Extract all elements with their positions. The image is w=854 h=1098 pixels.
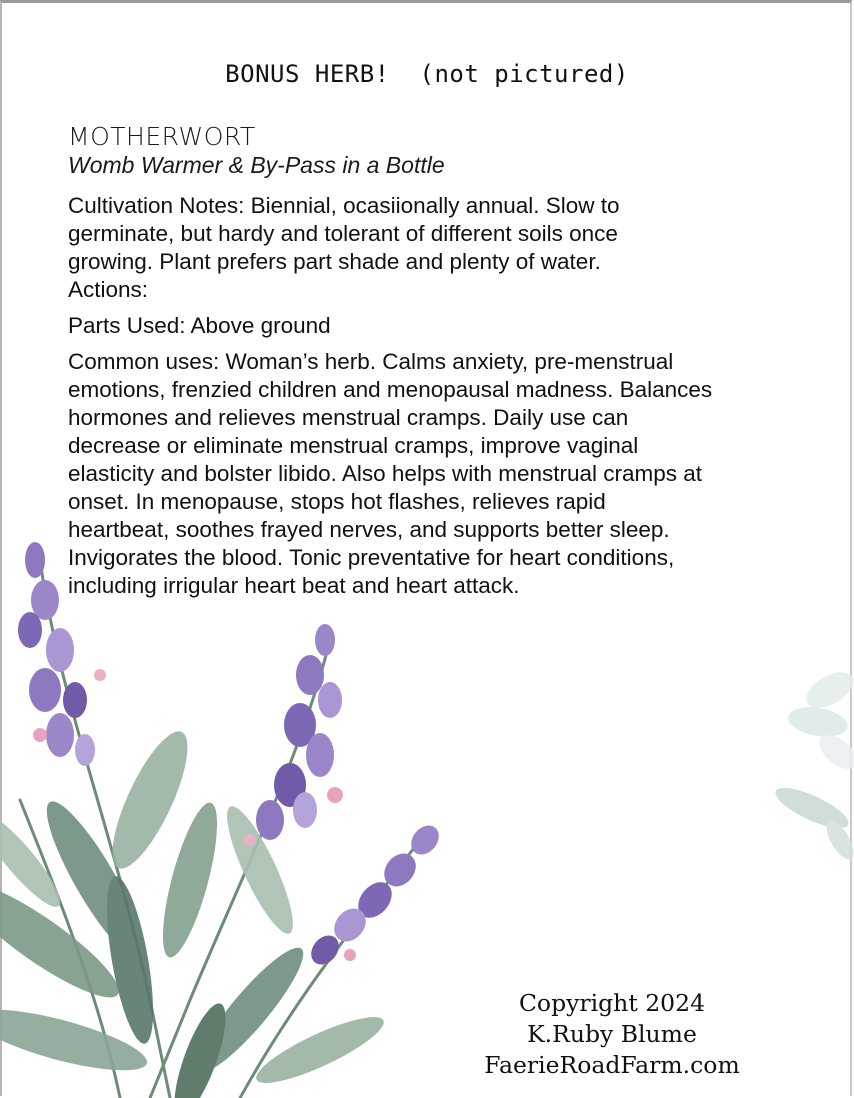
copyright-website: FaerieRoadFarm.com <box>484 1051 740 1079</box>
herb-subtitle: Womb Warmer & By-Pass in a Bottle <box>68 152 445 178</box>
white-flower-right <box>771 665 854 864</box>
parts-used: Parts Used: Above ground <box>68 313 331 338</box>
leaves <box>0 723 390 1098</box>
copyright-block <box>440 988 784 1081</box>
copyright-year: Copyright 2024 <box>518 989 706 1017</box>
common-uses: Common uses: Woman’s herb. Calms anxiety, pre-menstrual emotions, frenzied children and menopausal madness. Balances hormones and relieves menstrual cramps. Daily use can decrease or eliminate menstrual cramps, improve vaginal elasticity and bolster libido. Also helps with menstrual cramps at onset. In menopause, stops hot flashes, relieves rapid heartbeat, soothes frayed nerves, and supports better sleep. Invigorates the blood. Tonic preventative for heart conditions, including irrigular heart beat and heart attack. <box>68 349 713 598</box>
lavender-spike-right <box>306 820 445 970</box>
copyright-author: K.Ruby Blume <box>527 1020 697 1048</box>
herb-name: MOTHERWORT <box>68 122 256 151</box>
cultivation-notes: Cultivation Notes: Biennial, ocasiionally annual. Slow to germinate, but hardy and tolerant of different soils once growing. Plant prefers part shade and plenty of water. Actions: <box>68 193 620 302</box>
lavender-spike-center <box>244 624 343 846</box>
bonus-herb-heading: BONUS HERB! (not pictured) <box>225 60 629 88</box>
